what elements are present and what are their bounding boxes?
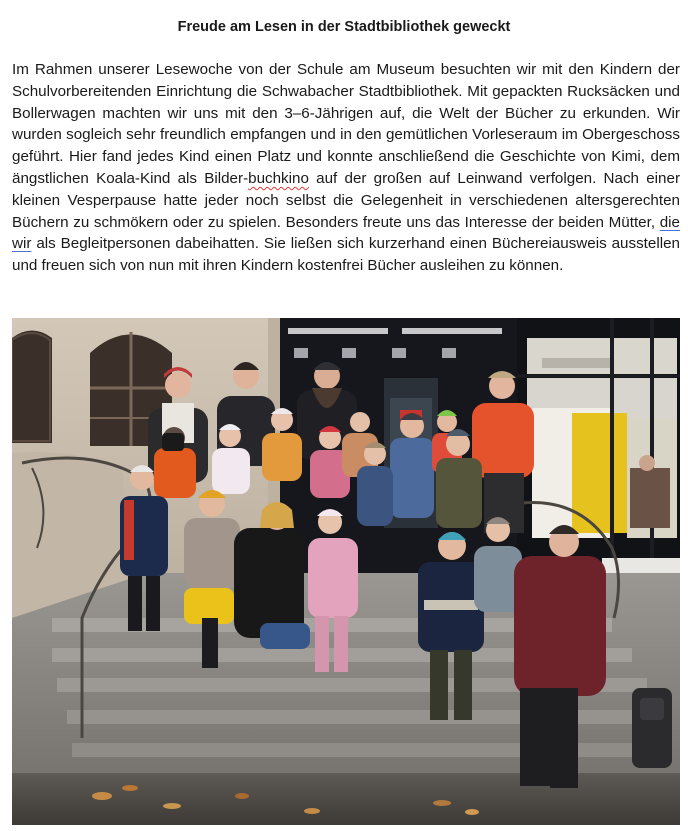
group-photo bbox=[12, 318, 680, 825]
group-photo-illustration bbox=[12, 318, 680, 825]
grammar-flagged-phrase[interactable]: die wir bbox=[12, 213, 680, 253]
document-body-paragraph bbox=[12, 59, 680, 277]
spellcheck-flagged-word[interactable]: buchkino bbox=[248, 169, 309, 187]
document-title: Freude am Lesen in der Stadtbibliothek geweckt bbox=[177, 19, 511, 35]
body-text-part-2: auf der großen auf Leinwand verfolgen. Nach einer kleinen Vesperpause hatte jeder noch selbst die Gelegenheit in verschiedenen altersgerechten Büchern zu schmökern oder zu spielen. Besonders freute uns das Interesse der beiden Mütter, bbox=[12, 169, 681, 231]
body-text-part-1: Im Rahmen unserer Lesewoche von der Schule am Museum besuchten wir mit den Kindern der Schulvorbereitenden Einrichtung die Schwabacher Stadtbibliothek. Mit gepackten Rucksäcken und Bollerwagen machten wir uns mit den 3–6-Jährigen auf, die Welt der Bücher zu erkunden. Wir wurden sogleich sehr freundlich empfangen und in den gemütlichen Vorleseraum im Obergeschoss geführt. Hier fand jedes Kind einen Platz und konnte anschließend die Geschichte von Kimi, dem ängstlichen Koala-Kind als Bilder- bbox=[12, 61, 680, 187]
body-text-part-3: als Begleitpersonen dabeihatten. Sie ließen sich kurzerhand einen Büchereiausweis ausstellen und freuen sich von nun mit ihren Kindern kostenfrei Bücher ausleihen zu können. bbox=[12, 235, 680, 275]
